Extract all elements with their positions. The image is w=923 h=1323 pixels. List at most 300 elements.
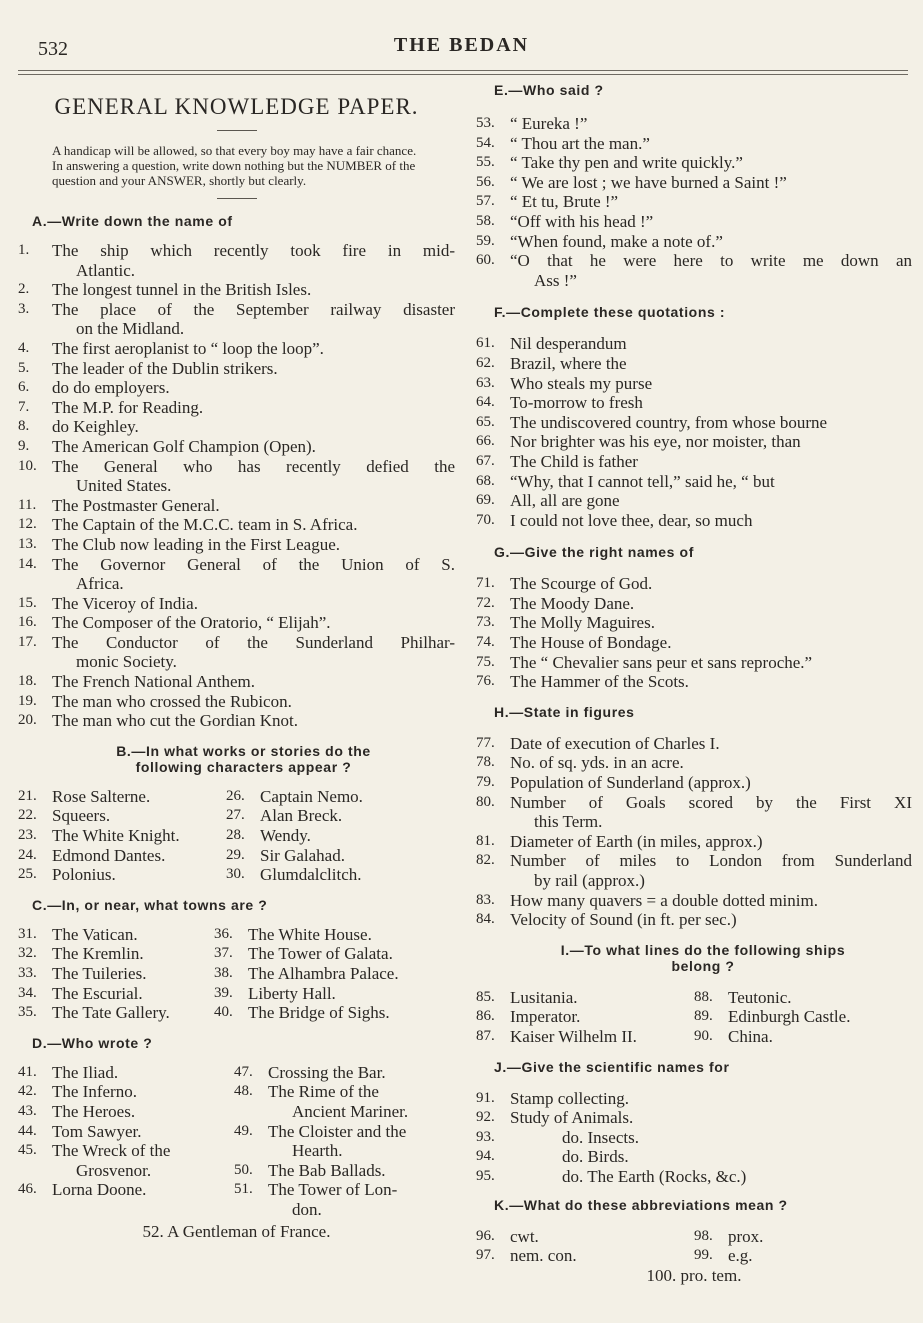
question-item (18, 594, 455, 614)
number-spacer (476, 871, 510, 891)
section-h-heading: H.—State in figures (494, 703, 635, 720)
section-d-last: 52. A Gentleman of France. (142, 1221, 331, 1241)
question-text: The American Golf Champion (Open). (52, 436, 316, 456)
question-text-continued: Ass !” (534, 270, 577, 290)
question-number: 46. (18, 1181, 37, 1198)
question-text-continued: monic Society. (76, 652, 177, 672)
question-item (476, 334, 912, 354)
section-j-list (476, 1089, 912, 1187)
grid-item (694, 1227, 912, 1247)
question-item (476, 1147, 912, 1167)
grid-item (18, 1082, 234, 1102)
section-i-list (476, 988, 912, 1047)
grid-item (18, 1200, 234, 1220)
question-text: prox. (728, 1226, 764, 1246)
question-text: The leader of the Dublin strikers. (52, 358, 278, 378)
question-text: Number of miles to London from Sunderland (510, 851, 912, 871)
section-e-list (476, 114, 912, 290)
question-text: Tom Sawyer. (52, 1121, 142, 1141)
question-number: 31. (18, 925, 37, 942)
grid-item (18, 1141, 234, 1161)
grid-item (476, 1246, 694, 1266)
grid-item (476, 1027, 694, 1047)
question-number: 67. (476, 452, 495, 469)
question-number: 87. (476, 1027, 495, 1044)
section-k-list (476, 1227, 912, 1266)
question-number: 80. (476, 793, 495, 810)
question-text: “ Take thy pen and write quickly.” (510, 153, 743, 173)
grid-item (476, 1007, 694, 1027)
grid-item (18, 1180, 234, 1200)
question-number: 3. (18, 300, 30, 317)
question-number (18, 1161, 52, 1181)
question-item (18, 692, 455, 712)
question-text: Number of Goals scored by the First XI (510, 792, 912, 812)
question-text: The first aeroplanist to “ loop the loop”. (52, 338, 324, 358)
question-text: “Why, that I cannot tell,” said he, “ but (510, 471, 775, 491)
question-text: Kaiser Wilhelm II. (510, 1026, 637, 1046)
section-k-last: 100. pro. tem. (646, 1265, 742, 1285)
question-text: The Cloister and the (268, 1121, 407, 1141)
right-column (476, 82, 912, 1286)
question-text: The Postmaster General. (52, 495, 220, 515)
header-rule (18, 70, 908, 71)
question-number: 61. (476, 335, 495, 352)
question-text: Polonius. (52, 865, 116, 885)
question-continuation (476, 271, 912, 291)
question-text: The Kremlin. (52, 944, 144, 964)
question-item (18, 496, 455, 516)
question-text: Teutonic. (728, 987, 792, 1007)
question-text: The undiscovered country, from whose bourne (510, 412, 828, 432)
question-number: 99. (694, 1247, 713, 1264)
question-number: 12. (18, 516, 37, 533)
question-item (18, 633, 455, 653)
grid-item (18, 984, 214, 1004)
question-item (476, 173, 912, 193)
question-number: 23. (18, 827, 37, 844)
question-number: 6. (18, 379, 30, 396)
question-item (476, 653, 912, 673)
question-text-continued: Africa. (76, 574, 124, 594)
grid-item (234, 1063, 455, 1083)
question-text: do Keighley. (52, 417, 139, 437)
question-text: The Alhambra Palace. (248, 964, 399, 983)
question-text: The Wreck of the (52, 1141, 171, 1161)
section-b-heading-2: following characters appear ? (135, 758, 352, 775)
question-number: 73. (476, 614, 495, 631)
question-item (18, 555, 455, 575)
question-item (476, 1108, 912, 1128)
question-text: Sir Galahad. (260, 845, 345, 865)
question-number: 4. (18, 339, 30, 356)
question-text: The ship which recently took fire in mid- (52, 241, 455, 260)
question-text: The Viceroy of India. (52, 593, 198, 613)
question-item (476, 613, 912, 633)
question-text: The Tower of Galata. (248, 944, 393, 964)
question-number: 96. (476, 1227, 495, 1244)
question-text: Stamp collecting. (510, 1088, 629, 1108)
number-spacer (476, 271, 510, 291)
question-text: “ Eureka !” (510, 114, 588, 133)
question-text: Imperator. (510, 1007, 581, 1027)
question-number: 14. (18, 555, 37, 572)
question-text: Squeers. (52, 806, 111, 826)
question-text: Edmond Dantes. (52, 845, 166, 865)
question-item (476, 232, 912, 252)
section-k-heading: K.—What do these abbreviations mean ? (494, 1196, 788, 1213)
grid-item (18, 1122, 234, 1142)
question-item (476, 491, 912, 511)
section-h-list (476, 734, 912, 930)
section-a-heading: A.—Write down the name of (32, 213, 233, 229)
question-number: 24. (18, 846, 37, 863)
question-number: 10. (18, 457, 37, 474)
grid-item (476, 988, 694, 1008)
question-item (18, 241, 455, 261)
question-text: How many quavers = a double dotted minim. (510, 890, 818, 910)
question-number: 7. (18, 398, 30, 415)
question-continuation (18, 652, 455, 672)
question-number: 28. (226, 827, 245, 844)
number-spacer (18, 319, 52, 339)
question-text: cwt. (510, 1226, 539, 1246)
question-number: 1. (18, 242, 30, 258)
question-number: 57. (476, 193, 495, 210)
question-number: 59. (476, 232, 495, 249)
grid-item (214, 964, 455, 984)
grid-item (214, 984, 455, 1004)
question-number: 98. (694, 1227, 713, 1244)
question-text: Nil desperandum (510, 334, 627, 354)
question-number: 26. (226, 787, 245, 804)
question-item (476, 511, 912, 531)
question-number: 47. (234, 1063, 253, 1080)
question-continuation (18, 319, 455, 339)
question-item (476, 354, 912, 374)
question-text: Lusitania. (510, 987, 578, 1007)
grid-item (234, 1102, 455, 1122)
question-number: 13. (18, 535, 37, 552)
question-number: 66. (476, 433, 495, 450)
question-item (476, 851, 912, 871)
number-spacer (18, 476, 52, 496)
question-text: The man who crossed the Rubicon. (52, 691, 292, 711)
question-item (476, 452, 912, 472)
question-item (476, 134, 912, 154)
question-number: 77. (476, 734, 495, 751)
question-text: Diameter of Earth (in miles, approx.) (510, 831, 763, 851)
question-number: 9. (18, 437, 30, 454)
question-text: The White Knight. (52, 826, 180, 846)
grid-item (234, 1082, 455, 1102)
number-spacer (18, 261, 52, 281)
question-text: All, all are gone (510, 491, 620, 511)
grid-item (18, 846, 226, 866)
question-number (234, 1141, 268, 1161)
question-number: 78. (476, 754, 495, 771)
grid-item (214, 1003, 455, 1023)
question-text: The Tate Gallery. (52, 1003, 170, 1023)
question-number: 83. (476, 891, 495, 908)
question-item (476, 472, 912, 492)
question-number: 33. (18, 965, 37, 981)
question-number: 49. (234, 1122, 253, 1139)
question-item (18, 339, 455, 359)
question-number (18, 1200, 52, 1220)
question-item (18, 417, 455, 437)
question-text-continued: this Term. (534, 812, 603, 832)
question-number: 64. (476, 394, 495, 411)
question-continuation (18, 261, 455, 281)
question-number: 95. (476, 1167, 495, 1184)
question-number: 42. (18, 1083, 37, 1100)
question-text: Brazil, where the (510, 353, 627, 373)
section-b-list (18, 787, 455, 885)
question-text: “ Et tu, Brute !” (510, 192, 619, 212)
question-item (18, 535, 455, 555)
question-number: 27. (226, 807, 245, 824)
question-number: 58. (476, 212, 495, 229)
question-number: 35. (18, 1004, 37, 1021)
question-item (18, 437, 455, 457)
question-text: The White House. (248, 924, 372, 944)
question-item (18, 359, 455, 379)
question-item (476, 1089, 912, 1109)
question-text: “ We are lost ; we have burned a Saint !” (510, 172, 787, 192)
question-continuation (18, 574, 455, 594)
question-text: do. Birds. (562, 1147, 629, 1167)
question-item (476, 413, 912, 433)
question-number: 89. (694, 1008, 713, 1025)
question-number: 70. (476, 511, 495, 528)
grid-item (694, 1027, 912, 1047)
question-text: The Scourge of God. (510, 574, 653, 594)
header-rule-2 (18, 74, 908, 75)
question-number: 8. (18, 418, 30, 435)
question-item (476, 192, 912, 212)
question-text: The Governor General of the Union of S. (52, 554, 455, 574)
question-number: 69. (476, 492, 495, 509)
question-number: 74. (476, 634, 495, 651)
question-item (18, 398, 455, 418)
question-number: 41. (18, 1063, 37, 1080)
question-item (476, 734, 912, 754)
grid-item (234, 1161, 455, 1181)
section-a-list (18, 241, 455, 731)
section-c-list (18, 925, 455, 1023)
question-text-continued: by rail (approx.) (534, 871, 645, 890)
grid-item (226, 865, 455, 885)
question-item (476, 594, 912, 614)
question-text: Grosvenor. (76, 1160, 152, 1180)
question-text: Population of Sunderland (approx.) (510, 773, 751, 793)
question-text: The Rime of the (268, 1082, 379, 1102)
question-number: 34. (18, 984, 37, 1001)
question-continuation (476, 871, 912, 891)
question-text: Captain Nemo. (260, 786, 363, 806)
question-number: 44. (18, 1122, 37, 1139)
grid-item (214, 944, 455, 964)
question-text: The Tuileries. (52, 964, 147, 983)
question-text: Glumdalclitch. (260, 865, 362, 885)
question-number: 48. (234, 1083, 253, 1100)
question-number: 51. (234, 1181, 253, 1198)
grid-item (18, 964, 214, 984)
question-item (476, 1167, 912, 1187)
grid-item (226, 787, 455, 807)
question-text: The Child is father (510, 451, 638, 471)
running-head: THE BEDAN (393, 34, 530, 56)
grid-item (476, 1227, 694, 1247)
grid-item (234, 1122, 455, 1142)
question-text: China. (728, 1026, 773, 1046)
grid-item (18, 787, 226, 807)
grid-item (694, 988, 912, 1008)
section-j-heading: J.—Give the scientific names for (494, 1058, 730, 1075)
question-continuation (476, 812, 912, 832)
question-item (18, 711, 455, 731)
question-number: 71. (476, 575, 495, 592)
grid-item (694, 1007, 912, 1027)
section-i-heading-2: belong ? (671, 957, 735, 974)
question-text: The longest tunnel in the British Isles. (52, 280, 312, 300)
question-item (476, 773, 912, 793)
question-text: Date of execution of Charles I. (510, 733, 720, 753)
question-text: The Bridge of Sighs. (248, 1003, 390, 1023)
question-number: 88. (694, 988, 713, 1005)
question-number: 43. (18, 1102, 37, 1119)
question-number: 11. (18, 496, 37, 513)
question-number (234, 1102, 268, 1122)
grid-item (18, 1161, 234, 1181)
question-number (234, 1200, 268, 1220)
question-text: don. (292, 1199, 322, 1219)
question-item (18, 515, 455, 535)
section-g-list (476, 574, 912, 692)
question-text-continued: on the Midland. (76, 319, 185, 339)
question-text: The Club now leading in the First League. (52, 534, 340, 554)
question-text: Study of Animals. (510, 1108, 634, 1128)
intro-rule (217, 198, 257, 199)
section-g-heading: G.—Give the right names of (494, 544, 694, 561)
question-number: 86. (476, 1008, 495, 1025)
question-continuation (18, 476, 455, 496)
question-item (476, 251, 912, 271)
question-text: Rose Salterne. (52, 786, 151, 806)
question-text: Wendy. (260, 826, 311, 846)
question-number: 85. (476, 988, 495, 1005)
question-number: 2. (18, 281, 30, 298)
grid-item (18, 1003, 214, 1023)
intro-text: A handicap will be allowed, so that every boy may have a fair chance. In answering a question, write down nothing but the NUMBER of the question and your ANSWER, shortly but clearly. (52, 143, 417, 188)
question-text: The Tower of Lon- (268, 1180, 398, 1200)
question-number: 90. (694, 1027, 713, 1044)
question-text: The Iliad. (52, 1062, 119, 1082)
grid-item (226, 806, 455, 826)
question-item (476, 891, 912, 911)
page-number: 532 (38, 38, 68, 60)
question-text: The M.P. for Reading. (52, 397, 204, 417)
number-spacer (476, 812, 510, 832)
grid-item (234, 1200, 455, 1220)
question-text: The Hammer of the Scots. (510, 672, 689, 692)
question-item (18, 613, 455, 633)
question-number: 19. (18, 692, 37, 709)
number-spacer (18, 574, 52, 594)
question-text: Lorna Doone. (52, 1180, 147, 1200)
question-text: The Composer of the Oratorio, “ Elijah”. (52, 613, 331, 633)
question-item (476, 672, 912, 692)
question-number: 65. (476, 413, 495, 430)
section-d-heading: D.—Who wrote ? (32, 1034, 153, 1051)
question-text: Ancient Mariner. (292, 1101, 409, 1121)
grid-item (18, 925, 214, 945)
section-i-heading: I.—To what lines do the following ships (560, 941, 846, 958)
question-item (18, 672, 455, 692)
question-text: The House of Bondage. (510, 633, 672, 653)
grid-item (234, 1180, 455, 1200)
question-text: nem. con. (510, 1246, 577, 1266)
question-number: 60. (476, 252, 495, 269)
question-text: Edinburgh Castle. (728, 1007, 851, 1027)
question-text: To-morrow to fresh (510, 393, 643, 413)
grid-item (694, 1246, 912, 1266)
question-text: “ Thou art the man.” (510, 133, 650, 153)
title-rule (217, 130, 257, 131)
question-number: 17. (18, 633, 37, 650)
question-text: The Conductor of the Sunderland Philhar- (52, 632, 455, 652)
question-number: 92. (476, 1109, 495, 1126)
section-b-heading: B.—In what works or stories do the (116, 742, 371, 759)
question-number: 20. (18, 712, 37, 729)
question-number: 5. (18, 359, 30, 376)
grid-item (18, 944, 214, 964)
question-text: Nor brighter was his eye, nor moister, than (510, 432, 801, 452)
section-f-heading: F.—Complete these quotations : (494, 304, 726, 321)
question-number: 32. (18, 945, 37, 962)
question-item (476, 1128, 912, 1148)
question-number: 39. (214, 984, 233, 1001)
question-number: 82. (476, 852, 495, 869)
question-item (476, 832, 912, 852)
question-text: The French National Anthem. (52, 672, 256, 692)
question-text: No. of sq. yds. in an acre. (510, 753, 684, 773)
question-number: 94. (476, 1148, 495, 1165)
question-number: 63. (476, 374, 495, 391)
question-number: 50. (234, 1161, 253, 1178)
question-text: Liberty Hall. (248, 983, 336, 1003)
question-text: e.g. (728, 1246, 753, 1266)
question-number: 84. (476, 911, 495, 928)
question-number: 16. (18, 614, 37, 631)
question-number: 22. (18, 807, 37, 824)
question-number: 30. (226, 866, 245, 883)
question-text: “When found, make a note of.” (510, 231, 723, 251)
question-item (476, 574, 912, 594)
grid-item (18, 1063, 234, 1083)
question-text: Velocity of Sound (in ft. per sec.) (510, 910, 737, 930)
paper-title: GENERAL KNOWLEDGE PAPER. (54, 94, 419, 119)
question-number: 25. (18, 866, 37, 883)
question-number: 40. (214, 1004, 233, 1021)
question-text: I could not love thee, dear, so much (510, 510, 753, 530)
question-item (476, 432, 912, 452)
question-number: 79. (476, 774, 495, 791)
grid-item (18, 1102, 234, 1122)
question-number: 54. (476, 134, 495, 151)
left-column (18, 92, 455, 1242)
